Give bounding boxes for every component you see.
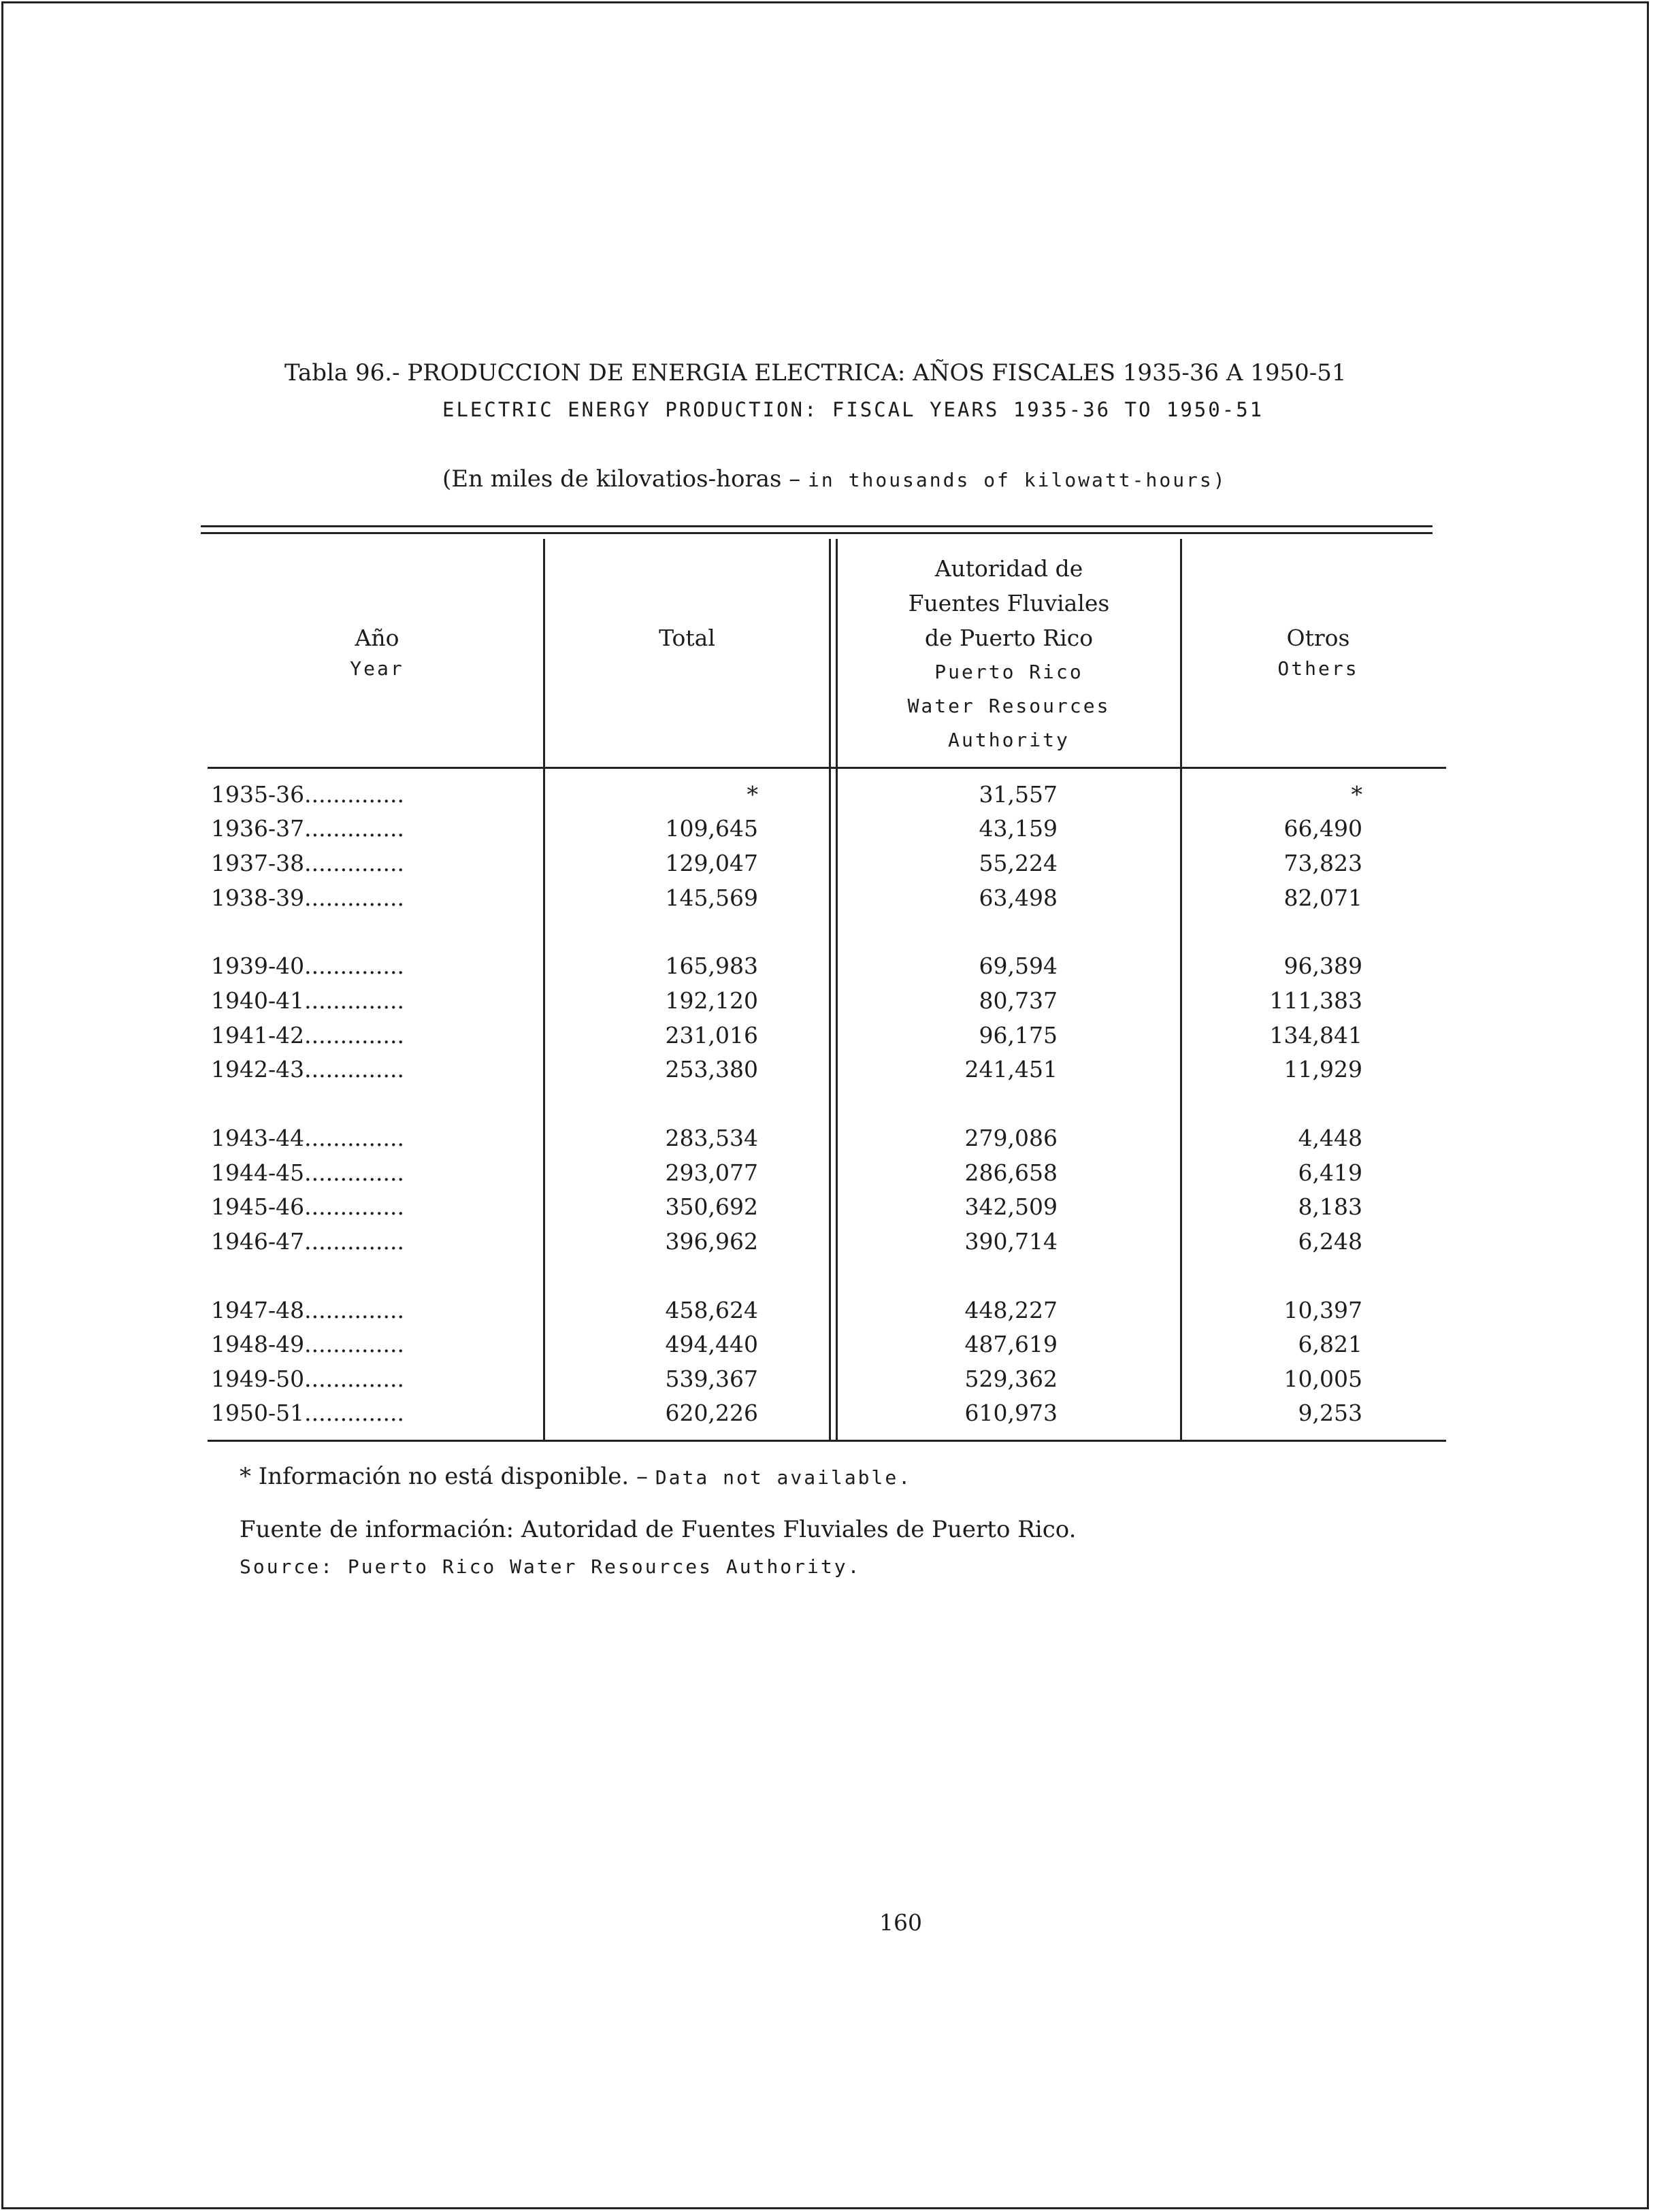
row-year: 1949-50.............. bbox=[211, 1366, 404, 1392]
header-year-spanish: Año bbox=[355, 625, 399, 651]
row-year: 1941-42.............. bbox=[211, 1022, 404, 1049]
row-total: 145,569 bbox=[665, 885, 758, 911]
row-authority: 31,557 bbox=[979, 781, 1058, 808]
header-authority-spanish-1: Autoridad de bbox=[934, 555, 1083, 582]
row-others: 96,389 bbox=[1283, 953, 1362, 979]
row-year: 1945-46.............. bbox=[211, 1193, 404, 1220]
row-others: 73,823 bbox=[1283, 850, 1362, 876]
row-year: 1936-37.............. bbox=[211, 815, 404, 842]
header-others bbox=[1182, 621, 1454, 682]
row-authority: 529,362 bbox=[964, 1366, 1058, 1392]
row-year: 1946-47.............. bbox=[211, 1228, 404, 1255]
header-authority-english-1: Puerto Rico bbox=[934, 661, 1083, 683]
table-bottom-rule bbox=[208, 1440, 1446, 1442]
page-number: 160 bbox=[879, 1909, 922, 1936]
header-authority-spanish-2: Fuentes Fluviales bbox=[908, 590, 1110, 616]
row-year: 1943-44.............. bbox=[211, 1125, 404, 1151]
row-others: 6,248 bbox=[1298, 1228, 1362, 1255]
row-others: 4,448 bbox=[1298, 1125, 1362, 1151]
row-authority: 279,086 bbox=[964, 1125, 1058, 1151]
header-authority-spanish-3: de Puerto Rico bbox=[924, 625, 1094, 651]
row-authority: 80,737 bbox=[979, 987, 1058, 1014]
row-year: 1939-40.............. bbox=[211, 953, 404, 979]
units-note-english: in thousands of kilowatt-hours) bbox=[808, 469, 1227, 491]
row-total: 458,624 bbox=[665, 1297, 758, 1323]
row-authority: 487,619 bbox=[964, 1331, 1058, 1357]
row-year: 1942-43.............. bbox=[211, 1056, 404, 1083]
header-authority-english-3: Authority bbox=[948, 729, 1070, 751]
row-total: 396,962 bbox=[665, 1228, 758, 1255]
row-others: 6,419 bbox=[1298, 1159, 1362, 1186]
footnote bbox=[240, 1463, 912, 1490]
row-authority: 96,175 bbox=[979, 1022, 1058, 1049]
row-total: * bbox=[747, 781, 758, 808]
units-note-spanish: (En miles de kilovatios-horas – bbox=[442, 465, 808, 493]
header-total bbox=[545, 621, 829, 655]
row-authority: 63,498 bbox=[979, 885, 1058, 911]
row-others: 6,821 bbox=[1298, 1331, 1362, 1357]
footnote-spanish: * Información no está disponible. – bbox=[240, 1463, 655, 1490]
row-year: 1944-45.............. bbox=[211, 1159, 404, 1186]
source-spanish: Fuente de información: Autoridad de Fuentes Fluviales de Puerto Rico. bbox=[240, 1516, 1077, 1543]
row-total: 165,983 bbox=[665, 953, 758, 979]
row-total: 539,367 bbox=[665, 1366, 758, 1392]
column-divider-authority-a bbox=[829, 539, 831, 1440]
row-authority: 448,227 bbox=[964, 1297, 1058, 1323]
units-note bbox=[442, 465, 1227, 493]
row-others: 10,005 bbox=[1283, 1366, 1362, 1392]
row-year: 1947-48.............. bbox=[211, 1297, 404, 1323]
row-authority: 342,509 bbox=[964, 1193, 1058, 1220]
table-top-rule-double bbox=[201, 532, 1433, 534]
row-total: 283,534 bbox=[665, 1125, 758, 1151]
table-top-rule bbox=[201, 525, 1433, 527]
row-others: 9,253 bbox=[1298, 1400, 1362, 1426]
row-others: 66,490 bbox=[1283, 815, 1362, 842]
row-others: 11,929 bbox=[1283, 1056, 1362, 1083]
header-year-english: Year bbox=[350, 657, 404, 680]
header-others-spanish: Otros bbox=[1286, 625, 1350, 651]
header-authority-english-2: Water Resources bbox=[907, 695, 1111, 717]
row-authority: 55,224 bbox=[979, 850, 1058, 876]
row-year: 1935-36.............. bbox=[211, 781, 404, 808]
row-authority: 390,714 bbox=[964, 1228, 1058, 1255]
row-authority: 69,594 bbox=[979, 953, 1058, 979]
row-authority: 286,658 bbox=[964, 1159, 1058, 1186]
row-total: 494,440 bbox=[665, 1331, 758, 1357]
row-total: 192,120 bbox=[665, 987, 758, 1014]
row-authority: 241,451 bbox=[964, 1056, 1058, 1083]
row-others: * bbox=[1351, 781, 1362, 808]
row-authority: 43,159 bbox=[979, 815, 1058, 842]
page-border bbox=[1, 1, 1649, 2209]
row-total: 109,645 bbox=[665, 815, 758, 842]
column-divider-total bbox=[543, 539, 545, 1440]
row-year: 1938-39.............. bbox=[211, 885, 404, 911]
row-year: 1950-51.............. bbox=[211, 1400, 404, 1426]
header-year bbox=[211, 621, 543, 682]
row-authority: 610,973 bbox=[964, 1400, 1058, 1426]
header-bottom-rule bbox=[208, 767, 1446, 769]
row-total: 231,016 bbox=[665, 1022, 758, 1049]
row-year: 1948-49.............. bbox=[211, 1331, 404, 1357]
row-others: 10,397 bbox=[1283, 1297, 1362, 1323]
row-total: 253,380 bbox=[665, 1056, 758, 1083]
row-total: 129,047 bbox=[665, 850, 758, 876]
row-others: 82,071 bbox=[1283, 885, 1362, 911]
footnote-english: Data not available. bbox=[655, 1466, 913, 1489]
row-year: 1937-38.............. bbox=[211, 850, 404, 876]
row-others: 134,841 bbox=[1269, 1022, 1362, 1049]
row-total: 350,692 bbox=[665, 1193, 758, 1220]
row-others: 8,183 bbox=[1298, 1193, 1362, 1220]
header-authority bbox=[838, 551, 1180, 757]
table-title-spanish: Tabla 96.- PRODUCCION DE ENERGIA ELECTRICA: AÑOS FISCALES 1935-36 A 1950-51 bbox=[284, 359, 1347, 386]
row-total: 293,077 bbox=[665, 1159, 758, 1186]
row-others: 111,383 bbox=[1269, 987, 1362, 1014]
table-title-english: ELECTRIC ENERGY PRODUCTION: FISCAL YEARS 1935-36 TO 1950-51 bbox=[442, 398, 1264, 421]
source-english: Source: Puerto Rico Water Resources Authority. bbox=[240, 1555, 862, 1578]
row-year: 1940-41.............. bbox=[211, 987, 404, 1014]
row-total: 620,226 bbox=[665, 1400, 758, 1426]
header-total-label: Total bbox=[659, 625, 715, 651]
header-others-english: Others bbox=[1277, 657, 1359, 680]
